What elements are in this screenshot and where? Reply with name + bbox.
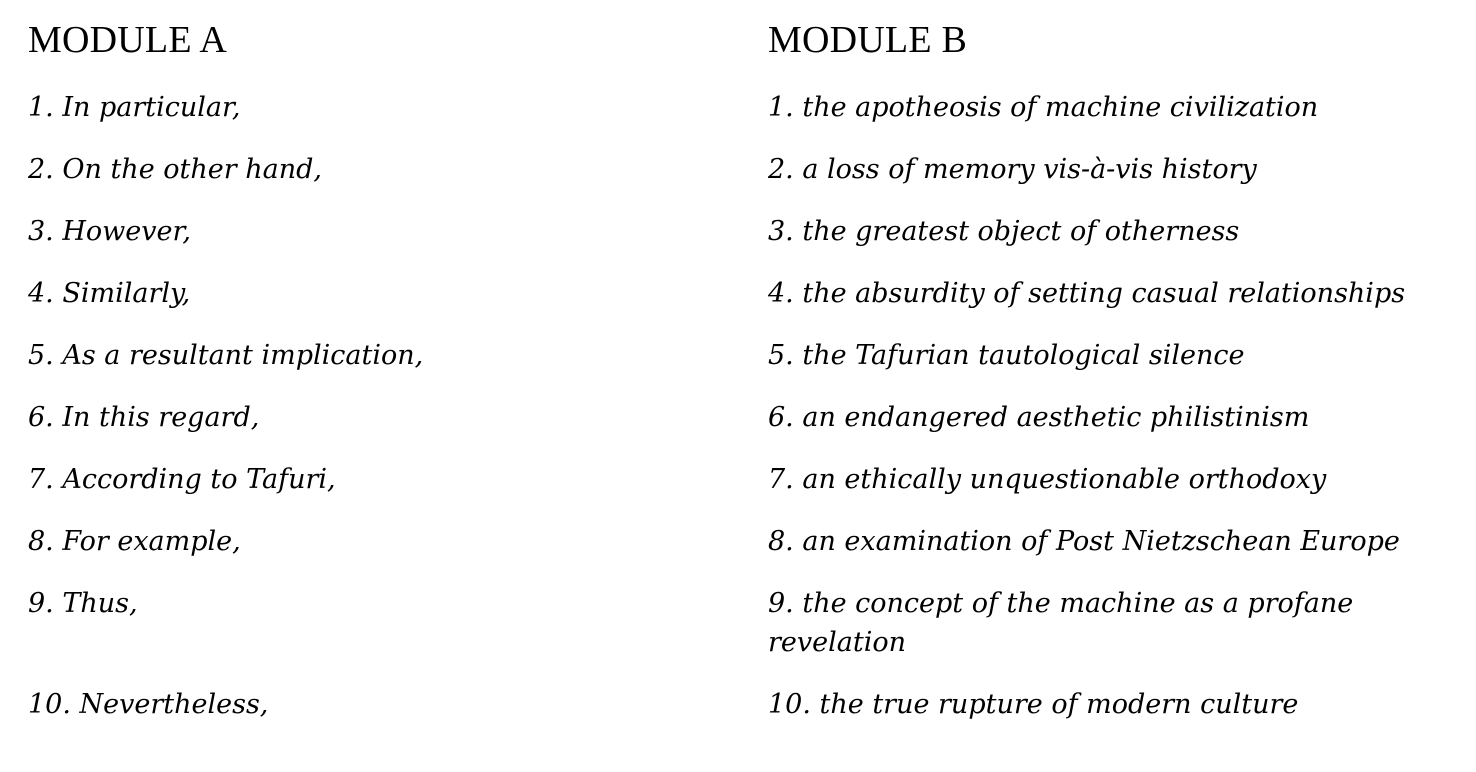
module-b-item-7: 7. an ethically unquestionable orthodoxy: [768, 464, 1327, 495]
module-b-item-6: 6. an endangered aesthetic philistinism: [768, 402, 1310, 433]
module-a-item-7: 7. According to Tafuri,: [28, 464, 336, 495]
module-a-item-3: 3. However,: [28, 216, 191, 247]
module-b-item-4: 4. the absurdity of setting casual relationships: [768, 278, 1406, 309]
module-a-title: MODULE A: [28, 19, 227, 61]
module-b-item-3: 3. the greatest object of otherness: [768, 216, 1240, 247]
module-a-item-8: 8. For example,: [28, 526, 241, 557]
module-a-item-9: 9. Thus,: [28, 588, 138, 619]
module-b-item-10: 10. the true rupture of modern culture: [768, 689, 1299, 720]
module-a-item-6: 6. In this regard,: [28, 402, 260, 433]
module-b-list: [768, 88, 1458, 724]
module-b-item-5: 5. the Tafurian tautological silence: [768, 340, 1245, 371]
module-b-item-2: 2. a loss of memory vis-à-vis history: [768, 154, 1257, 185]
module-b-title: MODULE B: [768, 19, 967, 61]
module-b-item-1: 1. the apotheosis of machine civilization: [768, 92, 1319, 123]
module-a-item-1: 1. In particular,: [28, 92, 241, 123]
module-b-item-8: 8. an examination of Post Nietzschean Europe: [768, 526, 1400, 557]
module-a-item-2: 2. On the other hand,: [28, 154, 322, 185]
module-b-item-9: 9. the concept of the machine as a profane revelation: [768, 588, 1354, 658]
module-a-item-5: 5. As a resultant implication,: [28, 340, 424, 371]
module-a-item-4: 4. Similarly,: [28, 278, 191, 309]
module-a-list: [28, 88, 728, 724]
module-a-item-10: 10. Nevertheless,: [28, 689, 269, 720]
module-b-column: [768, 18, 1458, 747]
module-a-column: [28, 18, 728, 747]
